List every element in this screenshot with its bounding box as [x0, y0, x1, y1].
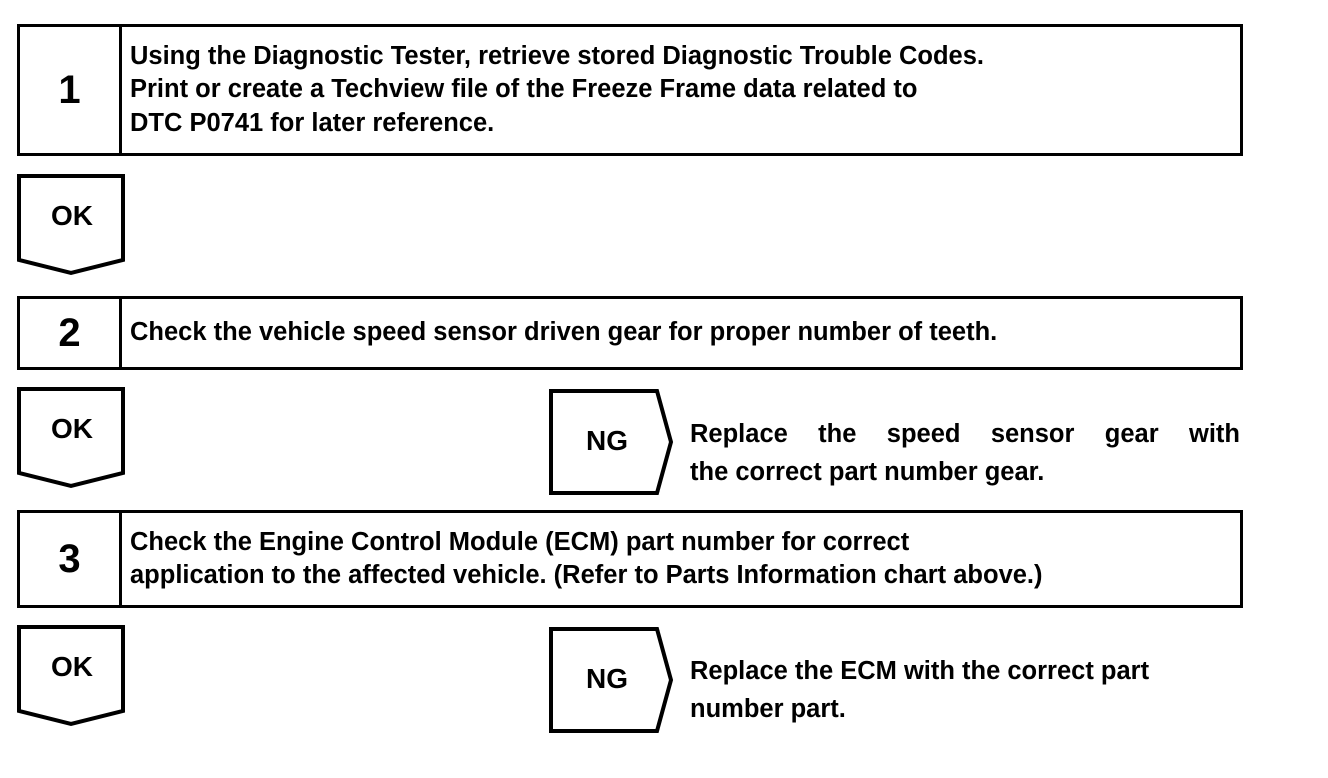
step-3-text: Check the Engine Control Module (ECM) part number for correct application to the affected vehicle. (Refer to Parts Information chart above.) [130, 527, 1043, 589]
ng-badge-1 [549, 389, 675, 495]
ng-label-1: NG [586, 425, 628, 456]
ng-action-1-line1: Replace the speed sensor gear with [690, 420, 1240, 448]
ng-badge-2 [549, 627, 675, 733]
ok-badge-3 [17, 625, 127, 727]
ng-action-2-text [690, 652, 1250, 728]
ok-badge-1 [17, 174, 127, 276]
ng-action-1-line2: the correct part number gear. [690, 458, 1045, 486]
ng-label-2: NG [586, 663, 628, 694]
step-2-text: Check the vehicle speed sensor driven gear for proper number of teeth. [130, 318, 998, 347]
ok-label-2: OK [51, 413, 93, 444]
step-3-number: 3 [20, 513, 122, 605]
step-2-box [17, 296, 1243, 370]
ok-label-1: OK [51, 200, 93, 231]
ng-action-2-line2: number part. [690, 695, 846, 723]
step-2-number: 2 [20, 299, 122, 367]
ok-badge-2 [17, 387, 127, 489]
step-1-text: Using the Diagnostic Tester, retrieve stored Diagnostic Trouble Codes. Print or create a Techview file of the Freeze Frame data related to DTC P0741 for later reference. [130, 41, 984, 137]
ok-label-3: OK [51, 651, 93, 682]
ng-action-1-text [690, 415, 1240, 491]
step-1-box [17, 24, 1243, 156]
step-3-box [17, 510, 1243, 608]
ng-action-2-line1: Replace the ECM with the correct part [690, 657, 1150, 685]
step-1-number: 1 [20, 27, 122, 153]
